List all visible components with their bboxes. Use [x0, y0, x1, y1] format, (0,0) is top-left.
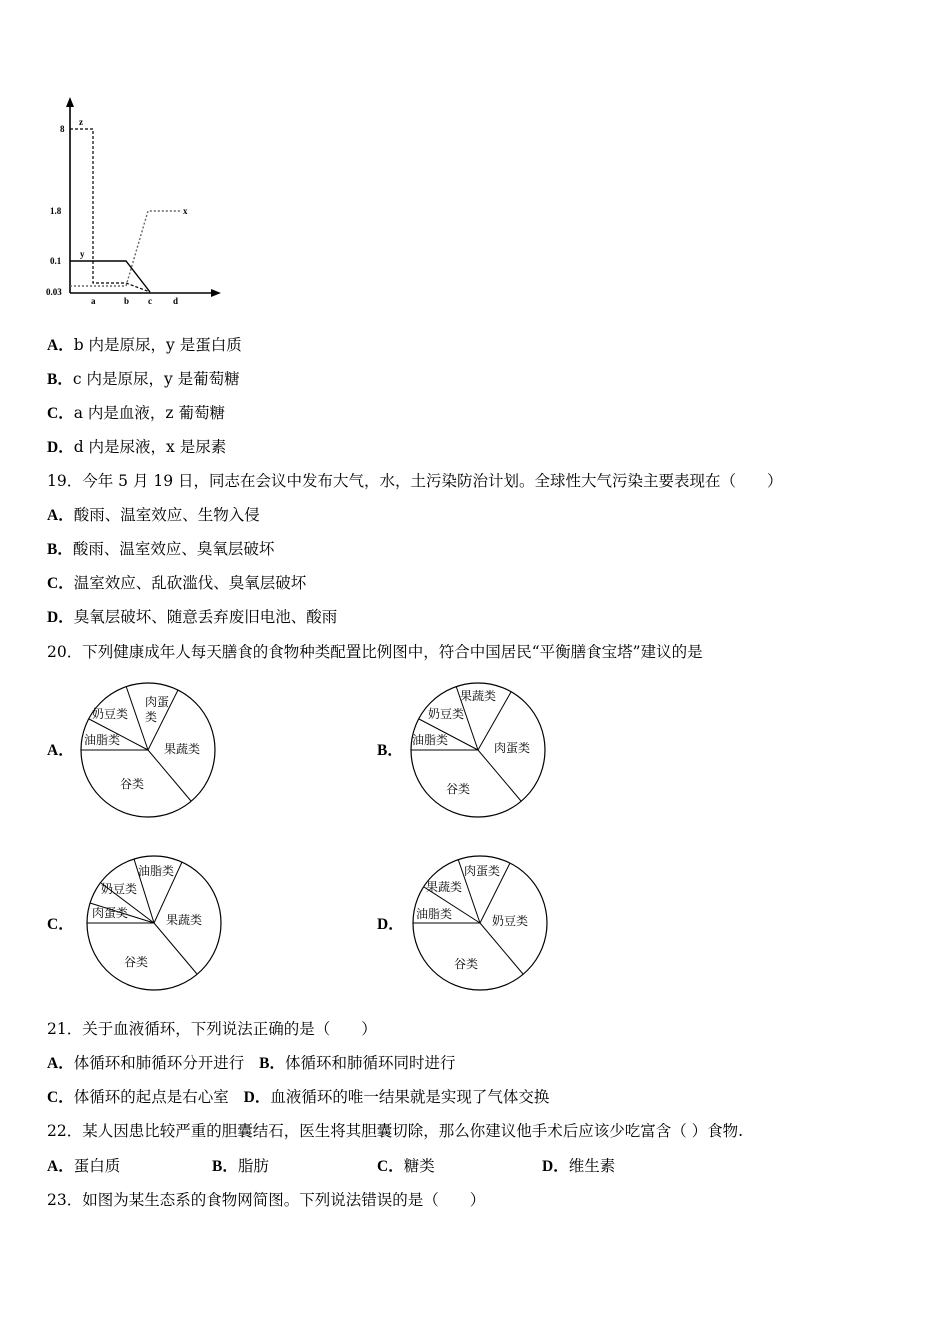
q19-option-b[interactable]: B．酸雨、温室效应、臭氧层破坏	[47, 540, 275, 558]
y-tick-0.1: 0.1	[50, 256, 62, 266]
q23-stem: 23．如图为某生态系的食物网简图。下列说法错误的是（ ）	[47, 1191, 486, 1209]
q19-option-a[interactable]: A．酸雨、温室效应、生物入侵	[47, 506, 260, 524]
series-x-line	[70, 211, 182, 286]
q22-option-a[interactable]: A．蛋白质	[47, 1157, 121, 1175]
pie-c-label-dairy-bean: 奶豆类	[101, 882, 138, 896]
pie-c-label-oil: 油脂类	[138, 864, 175, 878]
q20-pie-b[interactable]	[408, 680, 548, 820]
q20-pie-c[interactable]	[84, 853, 224, 993]
y-axis-arrow	[66, 97, 74, 107]
pie-a-label-dairy-bean: 奶豆类	[92, 707, 129, 721]
pie-d-label-dairy-bean: 奶豆类	[492, 914, 529, 928]
pie-d-label-meat-egg: 肉蛋类	[464, 864, 501, 878]
q21-option-c[interactable]: C．体循环的起点是右心室	[47, 1088, 229, 1106]
pie-b-label-oil: 油脂类	[412, 733, 449, 747]
q22-option-b[interactable]: B．脂肪	[212, 1157, 269, 1175]
q20-option-a-label[interactable]: A．	[47, 742, 74, 759]
pie-d-label-oil: 油脂类	[416, 907, 453, 921]
q20-option-c-label[interactable]: C．	[47, 916, 74, 933]
q19-stem: 19．今年 5 月 19 日，同志在会议中发布大气，水，土污染防治计划。全球性大气污染主要表现在（ ）	[47, 472, 783, 490]
pie-b-label-fruit-veg: 果蔬类	[460, 689, 497, 703]
pie-a-label-grain: 谷类	[120, 777, 145, 791]
x-tick-a: a	[91, 296, 96, 306]
q22-options-row	[47, 1155, 615, 1178]
pie-b-label-grain: 谷类	[446, 782, 471, 796]
y-tick-0.03: 0.03	[46, 287, 62, 297]
series-label-x: x	[183, 206, 188, 216]
q20-pie-a[interactable]	[78, 680, 218, 820]
q20-pie-d[interactable]	[410, 853, 550, 993]
q21-row-2	[47, 1086, 549, 1109]
pie-a-divider-2	[148, 750, 191, 801]
pie-b-divider-2	[478, 750, 521, 801]
pie-a-label-oil: 油脂类	[84, 733, 121, 747]
pie-c-divider-2	[154, 923, 197, 974]
q21-option-d[interactable]: D．血液循环的唯一结果就是实现了气体交换	[243, 1088, 550, 1106]
pie-c-label-meat-egg: 肉蛋类	[92, 906, 129, 920]
x-axis-arrow	[211, 289, 221, 297]
y-tick-1.8: 1.8	[50, 206, 62, 216]
q18-option-c[interactable]: C．a 内是血液，z 葡萄糖	[47, 404, 225, 422]
pie-d-divider-2	[480, 923, 523, 974]
x-tick-c: c	[148, 296, 152, 306]
q18-line-graph	[40, 95, 230, 310]
pie-c-label-fruit-veg: 果蔬类	[166, 913, 203, 927]
q18-option-d[interactable]: D．d 内是尿液，x 是尿素	[47, 438, 227, 456]
q22-option-d[interactable]: D．维生素	[542, 1157, 616, 1175]
q20-stem: 20．下列健康成年人每天膳食的食物种类配置比例图中，符合中国居民“平衡膳食宝塔”建议的是	[47, 643, 703, 661]
pie-b-label-dairy-bean: 奶豆类	[428, 707, 465, 721]
q19-option-d[interactable]: D．臭氧层破坏、随意丢弃废旧电池、酸雨	[47, 608, 338, 626]
x-tick-b: b	[124, 296, 130, 306]
q22-option-c[interactable]: C．糖类	[377, 1157, 435, 1175]
q21-option-b[interactable]: B．体循环和肺循环同时进行	[259, 1054, 456, 1072]
q18-option-b[interactable]: B．c 内是原尿，y 是葡萄糖	[47, 370, 240, 388]
q21-option-a[interactable]: A．体循环和肺循环分开进行	[47, 1054, 245, 1072]
pie-c-label-grain: 谷类	[124, 955, 149, 969]
pie-a-label-fruit-veg: 果蔬类	[164, 742, 201, 756]
q21-stem: 21．关于血液循环，下列说法正确的是（ ）	[47, 1020, 377, 1038]
q19-option-c[interactable]: C．温室效应、乱砍滥伐、臭氧层破坏	[47, 574, 307, 592]
series-label-z: z	[79, 117, 83, 127]
series-label-y: y	[80, 249, 85, 259]
pie-a-label-meat-egg-1: 肉蛋	[145, 695, 170, 709]
pie-d-label-grain: 谷类	[454, 957, 479, 971]
q20-option-d-label[interactable]: D．	[377, 916, 404, 933]
q18-option-a[interactable]: A．b 内是原尿，y 是蛋白质	[47, 336, 242, 354]
q21-row-1	[47, 1052, 456, 1075]
y-tick-8: 8	[60, 124, 65, 134]
q22-stem: 22．某人因患比较严重的胆囊结石，医生将其胆囊切除，那么你建议他手术后应该少吃富含（ ）食物.	[47, 1122, 744, 1140]
pie-d-label-fruit-veg: 果蔬类	[426, 880, 463, 894]
q20-option-b-label[interactable]: B．	[377, 742, 403, 759]
x-tick-d: d	[173, 296, 179, 306]
pie-b-label-meat-egg: 肉蛋类	[494, 741, 531, 755]
series-z-line	[70, 129, 150, 292]
pie-a-label-meat-egg-2: 类	[145, 710, 158, 724]
